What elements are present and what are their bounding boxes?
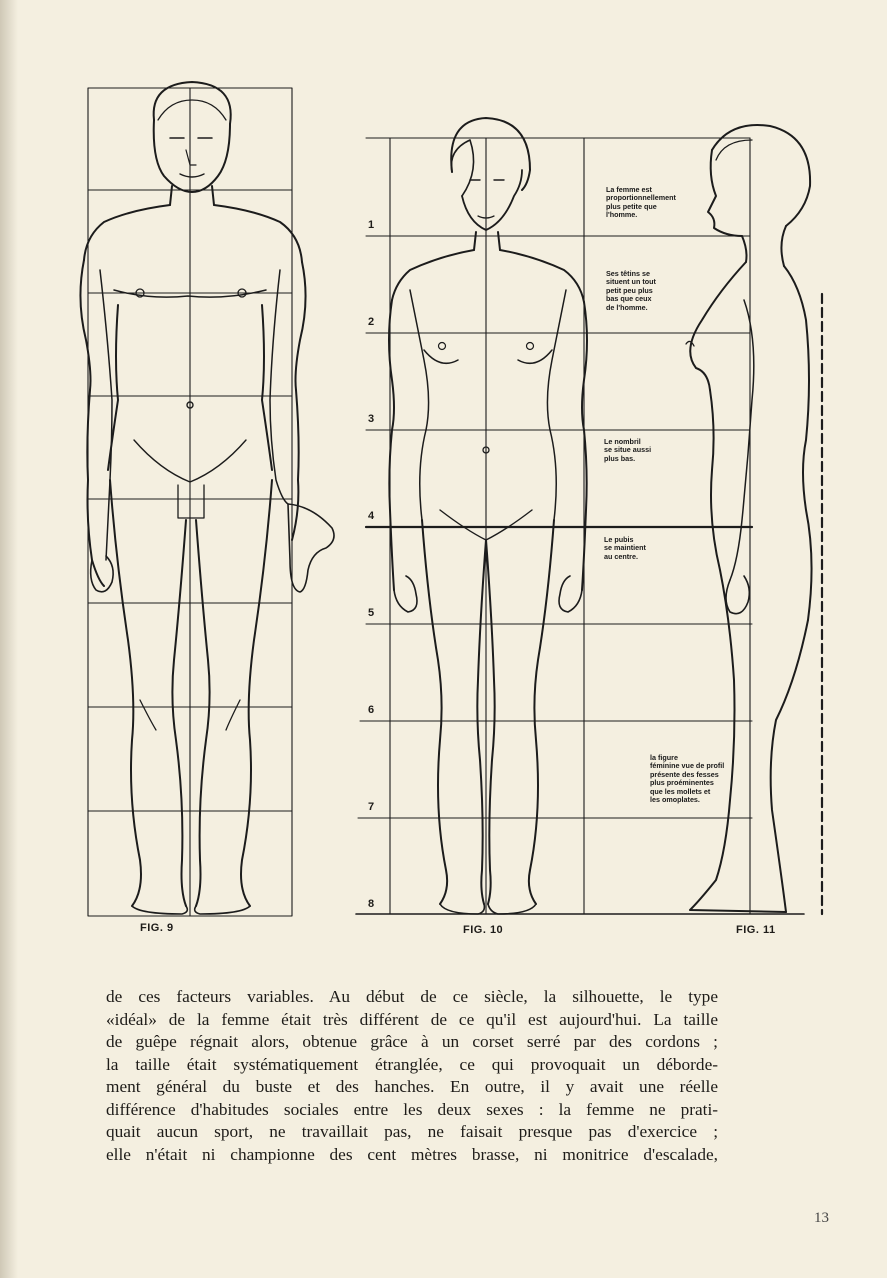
grid-number-8: 8 <box>368 898 375 910</box>
fig10-label: FIG. 10 <box>463 924 504 936</box>
grid-number-4: 4 <box>368 510 375 522</box>
annotation-height: La femme est proportionnellement plus petite que l'homme. <box>606 185 676 220</box>
grid-number-3: 3 <box>368 413 375 425</box>
page-number: 13 <box>814 1210 829 1226</box>
body-line-7: quait aucun sport, ne travaillait pas, ne faisait presque pas d'exercice ; <box>106 1122 718 1141</box>
fig9-label: FIG. 9 <box>140 922 174 934</box>
body-line-1: de ces facteurs variables. Au début de ce siècle, la silhouette, le type <box>106 987 718 1006</box>
fig11-label: FIG. 11 <box>736 924 776 936</box>
annotation-nipples: Ses têtins se situent un tout petit peu plus bas que ceux de l'homme. <box>606 269 656 312</box>
body-text <box>106 986 718 1166</box>
grid-number-1: 1 <box>368 219 375 231</box>
fig9-male-figure <box>80 82 334 914</box>
body-line-8: elle n'était ni championne des cent mètres brasse, ni monitrice d'escalade, <box>106 1144 718 1164</box>
grid-number-2: 2 <box>368 316 375 328</box>
grid-number-7: 7 <box>368 801 375 813</box>
fig9-grid <box>88 88 292 916</box>
annotation-navel: Le nombril se situe aussi plus bas. <box>604 437 652 463</box>
grid-number-5: 5 <box>368 607 375 619</box>
annotation-pubis: Le pubis se maintient au centre. <box>604 535 646 561</box>
body-line-6: différence d'habitudes sociales entre les deux sexes : la femme ne prati- <box>106 1099 718 1119</box>
annotation-profile: la figure féminine vue de profil présente des fesses plus proéminentes que les mollets et les omoplates. <box>650 753 725 805</box>
body-line-3: de guêpe régnait alors, obtenue grâce à un corset serré par des cordons ; <box>106 1032 718 1051</box>
body-line-4: la taille était systématiquement étranglée, ce qui provoquait un déborde- <box>106 1054 718 1074</box>
grid-number-6: 6 <box>368 704 375 716</box>
body-line-2: «idéal» de la femme était très différent de ce qu'il est aujourd'hui. La taille <box>106 1009 718 1029</box>
fig10-female-figure <box>389 118 587 914</box>
body-line-5: ment général du buste et des hanches. En outre, il y avait une réelle <box>106 1077 718 1096</box>
